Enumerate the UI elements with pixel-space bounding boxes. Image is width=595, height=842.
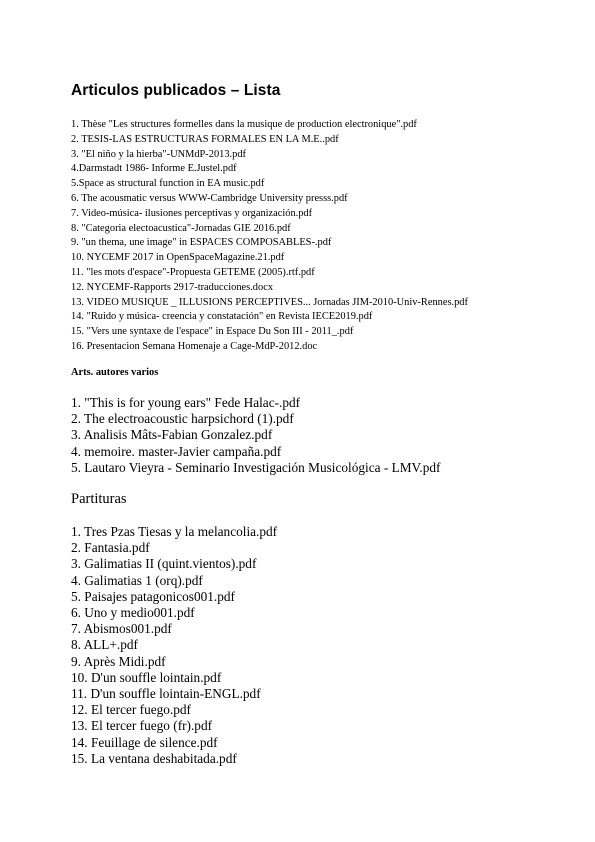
list-item: 4. memoire. master-Javier campaña.pdf	[71, 443, 282, 459]
list-item: 1. Tres Pzas Tiesas y la melancolia.pdf	[71, 524, 278, 539]
arts-heading: Arts. autores varios	[71, 367, 159, 378]
list-item: 15. La ventana deshabitada.pdf	[71, 750, 237, 766]
list-item: 1. "This is for young ears" Fede Halac-.pdf	[71, 395, 301, 410]
list-item: 5. Lautaro Vieyra - Seminario Investigación Musicológica - LMV.pdf	[71, 459, 441, 475]
arts-list	[71, 395, 440, 476]
list-item: 8. "Categoria electoacustica"-Jornadas GIE 2016.pdf	[71, 222, 291, 234]
list-item: 10. NYCEMF 2017 in OpenSpaceMagazine.21.pdf	[71, 252, 285, 264]
partituras-list	[71, 524, 277, 767]
list-item: 6. The acousmatic versus WWW-Cambridge University presss.pdf	[71, 192, 348, 204]
list-item: 9. "un thema, une image" in ESPACES COMPOSABLES-.pdf	[71, 237, 332, 249]
list-item: 11. D'un souffle lointain-ENGL.pdf	[71, 686, 261, 702]
list-item: 15. "Vers une syntaxe de l'espace" in Espace Du Son III - 2011_.pdf	[71, 326, 354, 338]
list-item: 5. Paisajes patagonicos001.pdf	[71, 588, 235, 604]
list-item: 9. Après Midi.pdf	[71, 653, 166, 669]
list-item: 7. Video-música- ilusiones perceptivas y organización.pdf	[71, 207, 313, 219]
list-item: 1. Thèse "Les structures formelles dans la musique de production electronique".pdf	[71, 119, 417, 130]
list-item: 3. Analisis Mâts-Fabian Gonzalez.pdf	[71, 427, 273, 443]
list-item: 4.Darmstadt 1986- Informe E.Justel.pdf	[71, 163, 237, 175]
list-item: 14. Feuillage de silence.pdf	[71, 734, 218, 750]
page-title: Articulos publicados – Lista	[71, 82, 281, 99]
articles-list	[71, 118, 521, 355]
list-item: 13. El tercer fuego (fr).pdf	[71, 718, 213, 734]
list-item: 2. The electroacoustic harpsichord (1).pdf	[71, 411, 294, 427]
list-item: 8. ALL+.pdf	[71, 637, 138, 653]
list-item: 6. Uno y medio001.pdf	[71, 605, 195, 621]
partituras-heading: Partituras	[71, 491, 127, 507]
list-item: 3. Galimatias II (quint.vientos).pdf	[71, 556, 257, 572]
list-item: 11. "les mots d'espace"-Propuesta GETEME (2005).rtf.pdf	[71, 266, 315, 278]
list-item: 16. Presentacion Semana Homenaje a Cage-MdP-2012.doc	[71, 340, 318, 352]
list-item: 4. Galimatias 1 (orq).pdf	[71, 572, 203, 588]
list-item: 2. Fantasia.pdf	[71, 540, 150, 556]
list-item: 2. TESIS-LAS ESTRUCTURAS FORMALES EN LA M.E..pdf	[71, 133, 339, 145]
list-item: 12. NYCEMF-Rapports 2917-traducciones.docx	[71, 281, 274, 293]
list-item: 12. El tercer fuego.pdf	[71, 702, 191, 718]
list-item: 5.Space as structural function in EA music.pdf	[71, 178, 265, 190]
list-item: 7. Abismos001.pdf	[71, 621, 172, 637]
list-item: 10. D'un souffle lointain.pdf	[71, 669, 222, 685]
list-item: 3. "El niño y la hierba"-UNMdP-2013.pdf	[71, 148, 246, 160]
list-item: 13. VIDEO MUSIQUE _ ILLUSIONS PERCEPTIVES... Jornadas JIM-2010-Univ-Rennes.pdf	[71, 296, 468, 308]
list-item: 14. "Ruido y música- creencia y constatación" en Revista IECE2019.pdf	[71, 311, 373, 323]
